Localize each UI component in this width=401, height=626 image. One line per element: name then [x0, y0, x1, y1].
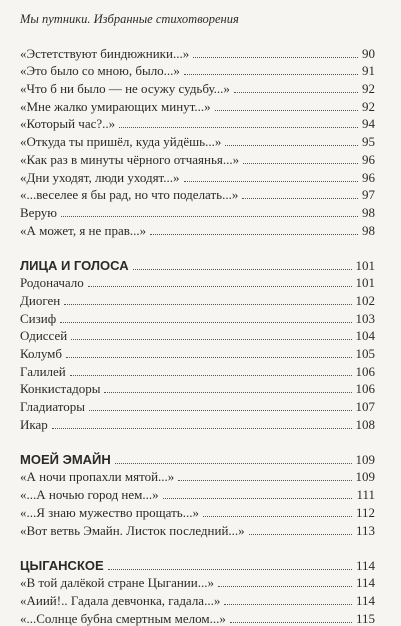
section-heading [20, 554, 375, 573]
section-heading-title: МОЕЙ ЭМАЙН [20, 451, 111, 467]
toc-entry [20, 590, 375, 608]
toc-entry-title: «Откуда ты пришёл, куда уйдёшь...» [20, 134, 222, 150]
section-heading-title: ЦЫГАНСКОЕ [20, 557, 104, 573]
toc-entry [20, 343, 375, 361]
dot-leader [70, 375, 352, 376]
section-lica-i-golosa [20, 254, 375, 432]
section-heading-title: ЛИЦА И ГОЛОСА [20, 257, 129, 273]
toc-entry [20, 114, 375, 132]
toc-entry [20, 78, 375, 96]
toc-entry [20, 361, 375, 379]
dot-leader [150, 234, 358, 235]
dot-leader [224, 604, 352, 605]
toc-entry [20, 326, 375, 344]
toc-entry-title: «Это было со мною, было...» [20, 63, 180, 79]
dot-leader [89, 410, 351, 411]
dot-leader [60, 322, 351, 323]
toc-entry-page: 113 [355, 522, 375, 538]
toc-entry [20, 608, 375, 626]
toc-entry-page: 102 [355, 292, 375, 308]
toc-entry-page: 91 [362, 63, 375, 79]
dot-leader [225, 145, 358, 146]
toc-entry-page: 92 [362, 98, 375, 114]
dot-leader [133, 269, 352, 270]
toc-entry [20, 167, 375, 185]
section-heading-page: 109 [355, 451, 375, 467]
section-heading [20, 448, 375, 467]
toc-entry [20, 308, 375, 326]
dot-leader [193, 57, 358, 58]
dot-leader [230, 622, 352, 623]
dot-leader [178, 480, 351, 481]
toc-entry [20, 185, 375, 203]
section-heading-page: 114 [355, 557, 375, 573]
dot-leader [163, 498, 353, 499]
dot-leader [104, 392, 351, 393]
toc-entry-title: Колумб [20, 346, 63, 361]
toc-entry-page: 101 [355, 275, 375, 291]
toc-entry-title: «В той далёкой стране Цыгании...» [20, 575, 214, 591]
toc-entry-page: 96 [362, 169, 375, 185]
toc-entry-title: Гладиаторы [20, 399, 86, 415]
toc-entry-page: 115 [355, 610, 375, 626]
dot-leader [119, 127, 358, 128]
toc-entry-page: 114 [355, 592, 375, 608]
dot-leader [115, 463, 352, 464]
toc-entry [20, 131, 375, 149]
toc-entry [20, 290, 375, 308]
toc-entry-page: 106 [355, 381, 375, 397]
dot-leader [71, 339, 351, 340]
toc-entry [20, 61, 375, 79]
toc-entry [20, 379, 375, 397]
dot-leader [234, 92, 358, 93]
toc-entry-page: 92 [362, 81, 375, 97]
toc-entry-title: Конкистадоры [20, 381, 101, 397]
toc-entry-title: Сизиф [20, 310, 57, 326]
toc-entry-title: Родоначало [20, 275, 84, 291]
toc-entry-title: «Вот ветвь Эмайн. Листок последний...» [20, 522, 245, 538]
dot-leader [184, 181, 359, 182]
toc-entry [20, 96, 375, 114]
dot-leader [66, 357, 351, 358]
toc-entry [20, 573, 375, 591]
dot-leader [203, 516, 352, 517]
toc-entry-title: Одиссей [20, 328, 68, 344]
toc-entry-page: 112 [355, 504, 375, 520]
toc-entry-page: 95 [362, 134, 375, 150]
toc-entry-page: 105 [355, 346, 375, 361]
toc-entry-title: «Дни уходят, люди уходят...» [20, 169, 180, 185]
toc-entry [20, 484, 375, 502]
toc-entry-title: Диоген [20, 292, 61, 308]
toc-entry-title: «Как раз в минуты чёрного отчаянья...» [20, 151, 240, 167]
toc-entry-page: 107 [355, 399, 375, 415]
toc-entry-title: «...Солнце бубна смертным мелом...» [20, 610, 226, 626]
toc-entry-page: 111 [356, 487, 375, 503]
dot-leader [88, 286, 352, 287]
toc-entry-page: 97 [362, 187, 375, 203]
dot-leader [242, 198, 358, 199]
dot-leader [64, 304, 351, 305]
toc-entry [20, 414, 375, 432]
toc-entry [20, 273, 375, 291]
toc-entry-page: 108 [355, 416, 375, 432]
toc-entry-title: «Что б ни было — не осужу судьбу...» [20, 81, 230, 97]
section-heading-page: 101 [355, 257, 375, 273]
toc-entry [20, 396, 375, 414]
toc-entry-title: Верую [20, 204, 57, 220]
toc-entry [20, 149, 375, 167]
toc-entry [20, 202, 375, 220]
toc-entry-title: «...А ночью город нем...» [20, 487, 159, 503]
toc-entry [20, 43, 375, 61]
section-moei-emain [20, 448, 375, 538]
intro-entries [20, 43, 375, 238]
toc-entry-page: 90 [362, 45, 375, 61]
dot-leader [61, 216, 358, 217]
toc-entry-title: «...веселее я бы рад, но что поделать...» [20, 187, 239, 203]
dot-leader [243, 163, 358, 164]
toc-entry [20, 467, 375, 485]
dot-leader [184, 74, 358, 75]
section-heading [20, 254, 375, 273]
toc-entry [20, 220, 375, 238]
toc-entry-page: 98 [362, 222, 375, 238]
dot-leader [249, 534, 352, 535]
toc-entry-title: «Который час?..» [20, 116, 116, 132]
toc-entry-page: 94 [362, 116, 375, 132]
toc-entry-title: «Мне жалко умирающих минут...» [20, 98, 211, 114]
toc-entry-title: «А может, я не прав...» [20, 222, 147, 238]
toc-entry-title: Галилей [20, 363, 66, 379]
dot-leader [218, 586, 352, 587]
toc-entry-page: 109 [355, 469, 375, 485]
dot-leader [52, 428, 352, 429]
running-head: Мы путники. Избранные стихотворения [20, 12, 239, 26]
toc-entry-title: «А ночи пропахли мятой...» [20, 469, 175, 485]
toc-entry-title: «Эстетствуют биндюжники...» [20, 45, 190, 61]
toc-entry-page: 98 [362, 204, 375, 220]
toc-entry-page: 104 [355, 328, 375, 344]
toc-entry [20, 502, 375, 520]
toc-entry-title: Икар [20, 416, 48, 432]
toc-entry [20, 520, 375, 538]
toc-entry-page: 103 [355, 310, 375, 326]
toc-entry-title: «Аиий!.. Гадала девчонка, гадала...» [20, 592, 221, 608]
toc-entry-page: 106 [355, 363, 375, 379]
dot-leader [108, 569, 352, 570]
dot-leader [215, 110, 358, 111]
toc-entry-page: 114 [355, 575, 375, 591]
toc-entry-page: 96 [362, 151, 375, 167]
toc-entry-title: «...Я знаю мужество прощать...» [20, 504, 199, 520]
